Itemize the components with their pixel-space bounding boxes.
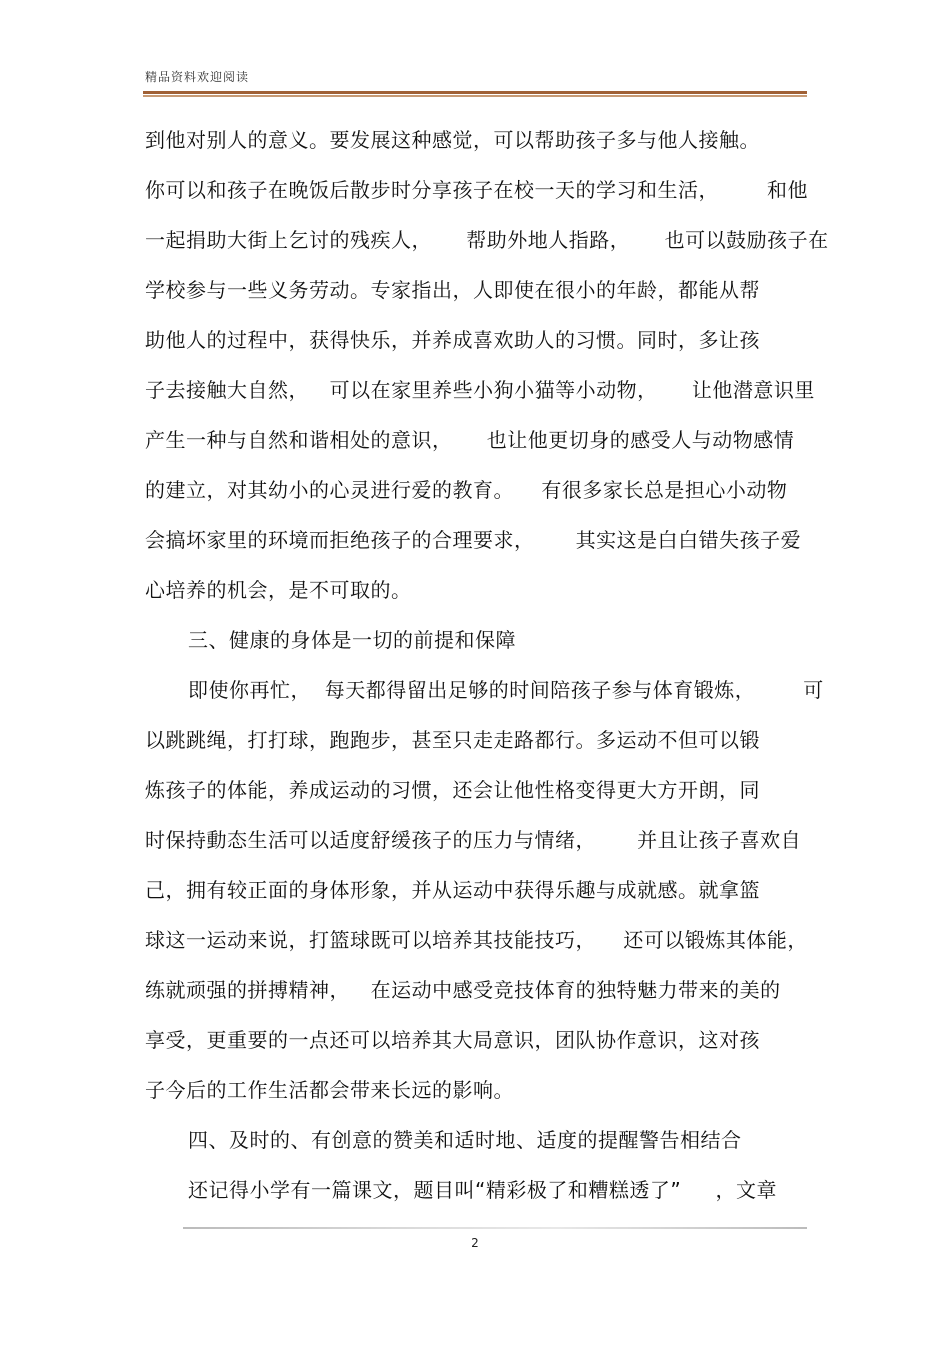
text-line: 到他对别人的意义。要发展这种感觉，可以帮助孩子多与他人接触。 [145,128,760,152]
text-line: 一起捐助大街上乞讨的残疾人， 帮助外地人指路， 也可以鼓励孩子在 [145,228,829,252]
text-line: 还记得小学有一篇课文，题目叫“精彩极了和糟糕透了” ，文章 [188,1178,778,1202]
section-heading: 三、健康的身体是一切的前提和保障 [188,628,516,652]
text-line: 产生一种与自然和谐相处的意识， 也让他更切身的感受人与动物感情 [145,428,795,452]
text-line: 子去接触大自然， 可以在家里养些小狗小猫等小动物， 让他潜意识里 [145,378,815,402]
page-number: 2 [471,1236,479,1250]
text-line: 球这一运动来说，打篮球既可以培养其技能技巧， 还可以锻炼其体能， [145,928,808,952]
text-line: 即使你再忙， 每天都得留出足够的时间陪孩子参与体育锻炼， 可 [188,678,824,702]
text-line: 会搞坏家里的环境而拒绝孩子的合理要求， 其实这是白白错失孩子爱 [145,528,802,552]
text-line: 的建立，对其幼小的心灵进行爱的教育。 有很多家长总是担心小动物 [145,478,788,502]
text-line: 以跳跳绳，打打球，跑跑步，甚至只走走路都行。多运动不但可以锻 [145,728,760,752]
document-body [145,118,829,1218]
text-line: 学校参与一些义务劳动。专家指出，人即使在很小的年龄，都能从帮 [145,278,760,302]
text-line: 时保持動态生活可以适度舒缓孩子的压力与情绪， 并且让孩子喜欢自 [145,828,802,852]
text-line: 练就顽强的拼搏精神， 在运动中感受竞技体育的独特魅力带来的美的 [145,978,781,1002]
text-line: 享受，更重要的一点还可以培养其大局意识，团队协作意识，这对孩 [145,1028,760,1052]
text-line: 己，拥有较正面的身体形象，并从运动中获得乐趣与成就感。就拿篮 [145,878,760,902]
text-line: 助他人的过程中，获得快乐，并养成喜欢助人的习惯。同时，多让孩 [145,328,760,352]
page-header-title: 精品资料欢迎阅读 [145,70,250,84]
section-heading: 四、及时的、有创意的赞美和适时地、适度的提醒警告相结合 [188,1128,742,1152]
text-line: 炼孩子的体能，养成运动的习惯，还会让他性格变得更大方开朗，同 [145,778,760,802]
text-line: 心培养的机会，是不可取的。 [145,578,412,602]
text-line: 你可以和孩子在晚饭后散步时分享孩子在校一天的学习和生活， 和他 [145,178,809,202]
text-line: 子今后的工作生活都会带来长远的影响。 [145,1078,514,1102]
footer-divider [183,1227,807,1229]
header-divider [143,91,807,97]
